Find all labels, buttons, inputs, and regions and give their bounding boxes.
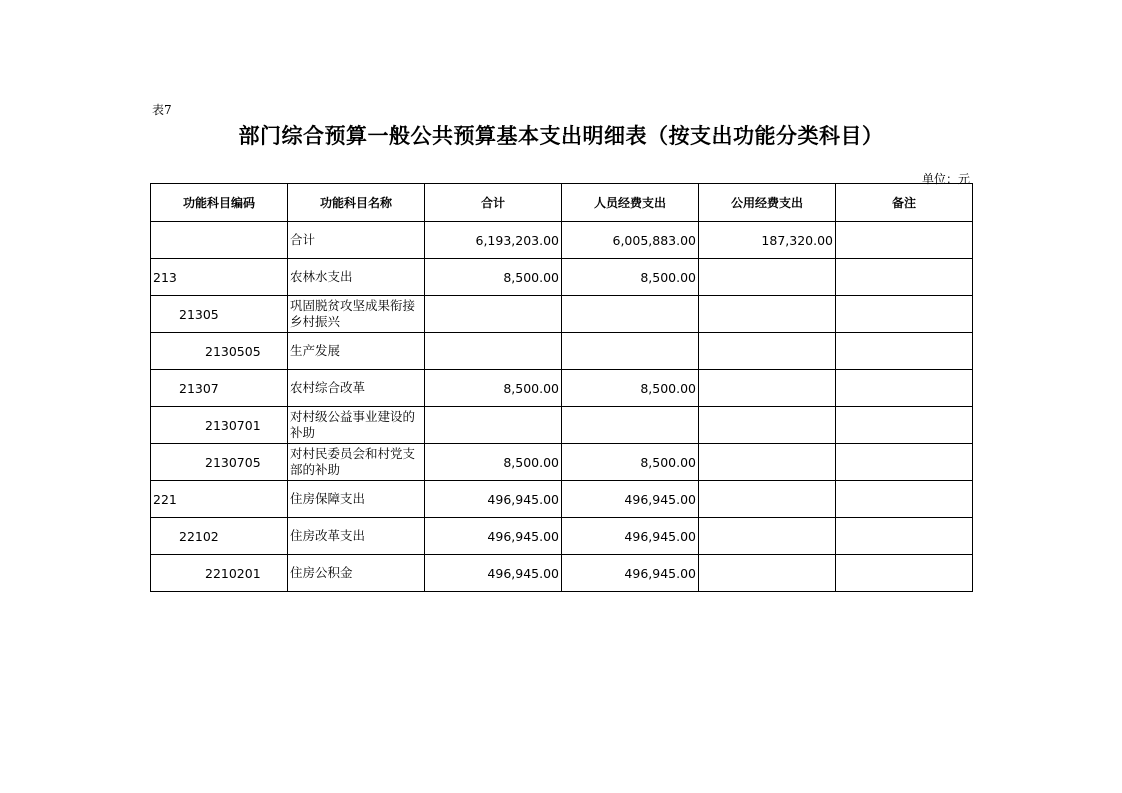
header-remark: 备注: [836, 184, 973, 222]
table-row: [151, 333, 973, 370]
budget-table: [150, 183, 973, 592]
cell-personnel: [562, 407, 699, 444]
cell-code: 21305: [151, 296, 288, 333]
cell-remark: [836, 296, 973, 333]
cell-remark: [836, 481, 973, 518]
cell-total: [425, 296, 562, 333]
cell-personnel: 496,945.00: [562, 518, 699, 555]
cell-code: 213: [151, 259, 288, 296]
cell-code: 2210201: [151, 555, 288, 592]
table-row: [151, 222, 973, 259]
cell-personnel: 496,945.00: [562, 481, 699, 518]
cell-personnel: 8,500.00: [562, 370, 699, 407]
cell-total: 6,193,203.00: [425, 222, 562, 259]
header-total: 合计: [425, 184, 562, 222]
cell-total: [425, 407, 562, 444]
cell-name: 住房公积金: [288, 555, 425, 592]
cell-total: 496,945.00: [425, 518, 562, 555]
cell-public: [699, 407, 836, 444]
unit-label: 单位：元: [921, 172, 970, 186]
page-title: 部门综合预算一般公共预算基本支出明细表（按支出功能分类科目）: [238, 124, 884, 148]
cell-public: [699, 444, 836, 481]
header-row: [151, 184, 973, 222]
cell-name: 农林水支出: [288, 259, 425, 296]
cell-public: 187,320.00: [699, 222, 836, 259]
header-name: 功能科目名称: [288, 184, 425, 222]
cell-name: 农村综合改革: [288, 370, 425, 407]
cell-name: 住房保障支出: [288, 481, 425, 518]
cell-remark: [836, 444, 973, 481]
cell-name: 对村民委员会和村党支部的补助: [288, 444, 425, 481]
header-code: 功能科目编码: [151, 184, 288, 222]
cell-remark: [836, 407, 973, 444]
table-row: [151, 407, 973, 444]
cell-total: 496,945.00: [425, 555, 562, 592]
cell-public: [699, 259, 836, 296]
cell-code: [151, 222, 288, 259]
cell-total: 496,945.00: [425, 481, 562, 518]
cell-code: 221: [151, 481, 288, 518]
table-row: [151, 259, 973, 296]
cell-personnel: 6,005,883.00: [562, 222, 699, 259]
table-row: [151, 555, 973, 592]
cell-remark: [836, 555, 973, 592]
table-row: [151, 518, 973, 555]
cell-personnel: 8,500.00: [562, 259, 699, 296]
cell-total: [425, 333, 562, 370]
cell-remark: [836, 222, 973, 259]
table-label: 表7: [152, 103, 172, 117]
cell-total: 8,500.00: [425, 370, 562, 407]
cell-public: [699, 555, 836, 592]
cell-name: 住房改革支出: [288, 518, 425, 555]
cell-code: 2130705: [151, 444, 288, 481]
cell-public: [699, 481, 836, 518]
cell-personnel: 8,500.00: [562, 444, 699, 481]
cell-code: 2130505: [151, 333, 288, 370]
cell-total: 8,500.00: [425, 259, 562, 296]
table-row: [151, 444, 973, 481]
cell-code: 2130701: [151, 407, 288, 444]
cell-remark: [836, 259, 973, 296]
header-personnel: 人员经费支出: [562, 184, 699, 222]
cell-name: 对村级公益事业建设的补助: [288, 407, 425, 444]
cell-personnel: [562, 333, 699, 370]
cell-total: 8,500.00: [425, 444, 562, 481]
cell-public: [699, 518, 836, 555]
table-row: [151, 296, 973, 333]
cell-code: 22102: [151, 518, 288, 555]
cell-remark: [836, 333, 973, 370]
cell-public: [699, 296, 836, 333]
table-row: [151, 481, 973, 518]
cell-remark: [836, 370, 973, 407]
cell-name: 生产发展: [288, 333, 425, 370]
table-row: [151, 370, 973, 407]
cell-public: [699, 370, 836, 407]
cell-name: 巩固脱贫攻坚成果衔接乡村振兴: [288, 296, 425, 333]
cell-personnel: 496,945.00: [562, 555, 699, 592]
cell-public: [699, 333, 836, 370]
cell-name: 合计: [288, 222, 425, 259]
header-public: 公用经费支出: [699, 184, 836, 222]
cell-code: 21307: [151, 370, 288, 407]
cell-remark: [836, 518, 973, 555]
cell-personnel: [562, 296, 699, 333]
